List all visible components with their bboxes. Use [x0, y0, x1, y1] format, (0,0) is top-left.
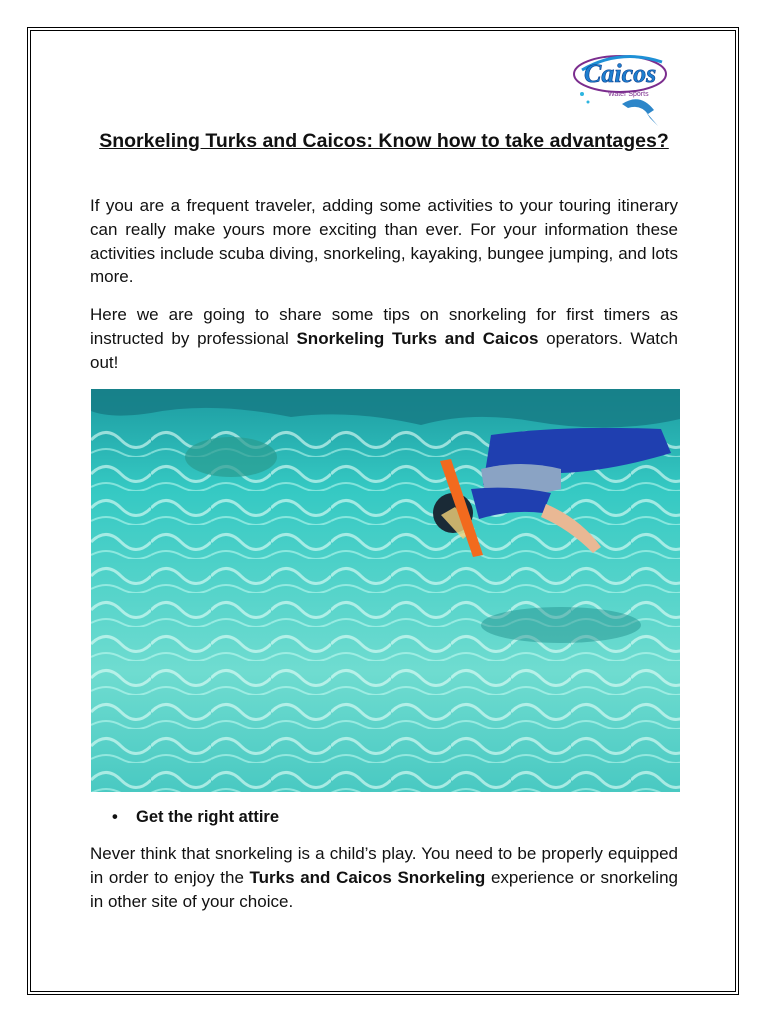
page-title: Snorkeling Turks and Caicos: Know how to take advantages? — [99, 130, 669, 152]
attire-paragraph — [90, 842, 678, 913]
attire-bold-text: Turks and Caicos Snorkeling — [249, 867, 486, 887]
bullet-item — [112, 808, 279, 827]
bullet-dot: • — [112, 808, 118, 826]
snorkeling-photo — [91, 389, 680, 792]
tips-text-start: Here we are going to share some tips on snorkeling for first timers as instructed by professional — [90, 305, 678, 348]
logo-subtext: Water Sports — [608, 91, 649, 98]
tips-paragraph — [90, 303, 678, 374]
logo-text: Caicos — [584, 59, 657, 88]
tips-text-end: operators. Watch out! — [90, 328, 678, 372]
caicos-logo — [562, 44, 678, 130]
intro-paragraph: If you are a frequent traveler, adding some activities to your touring itinerary can really make yours more exciting than ever. For your information these activities include scuba diving, snorkeling, kayaking, bungee jumping, and lots more. — [90, 196, 678, 287]
tips-bold-text: Snorkeling Turks and Caicos — [296, 328, 539, 348]
attire-text-start: Never think that snorkeling is a child’s play. You need to be properly equipped in order to enjoy the — [90, 844, 678, 887]
bullet-text: Get the right attire — [136, 808, 280, 826]
attire-text-end: experience or snorkeling in other site of your choice. — [90, 867, 678, 911]
